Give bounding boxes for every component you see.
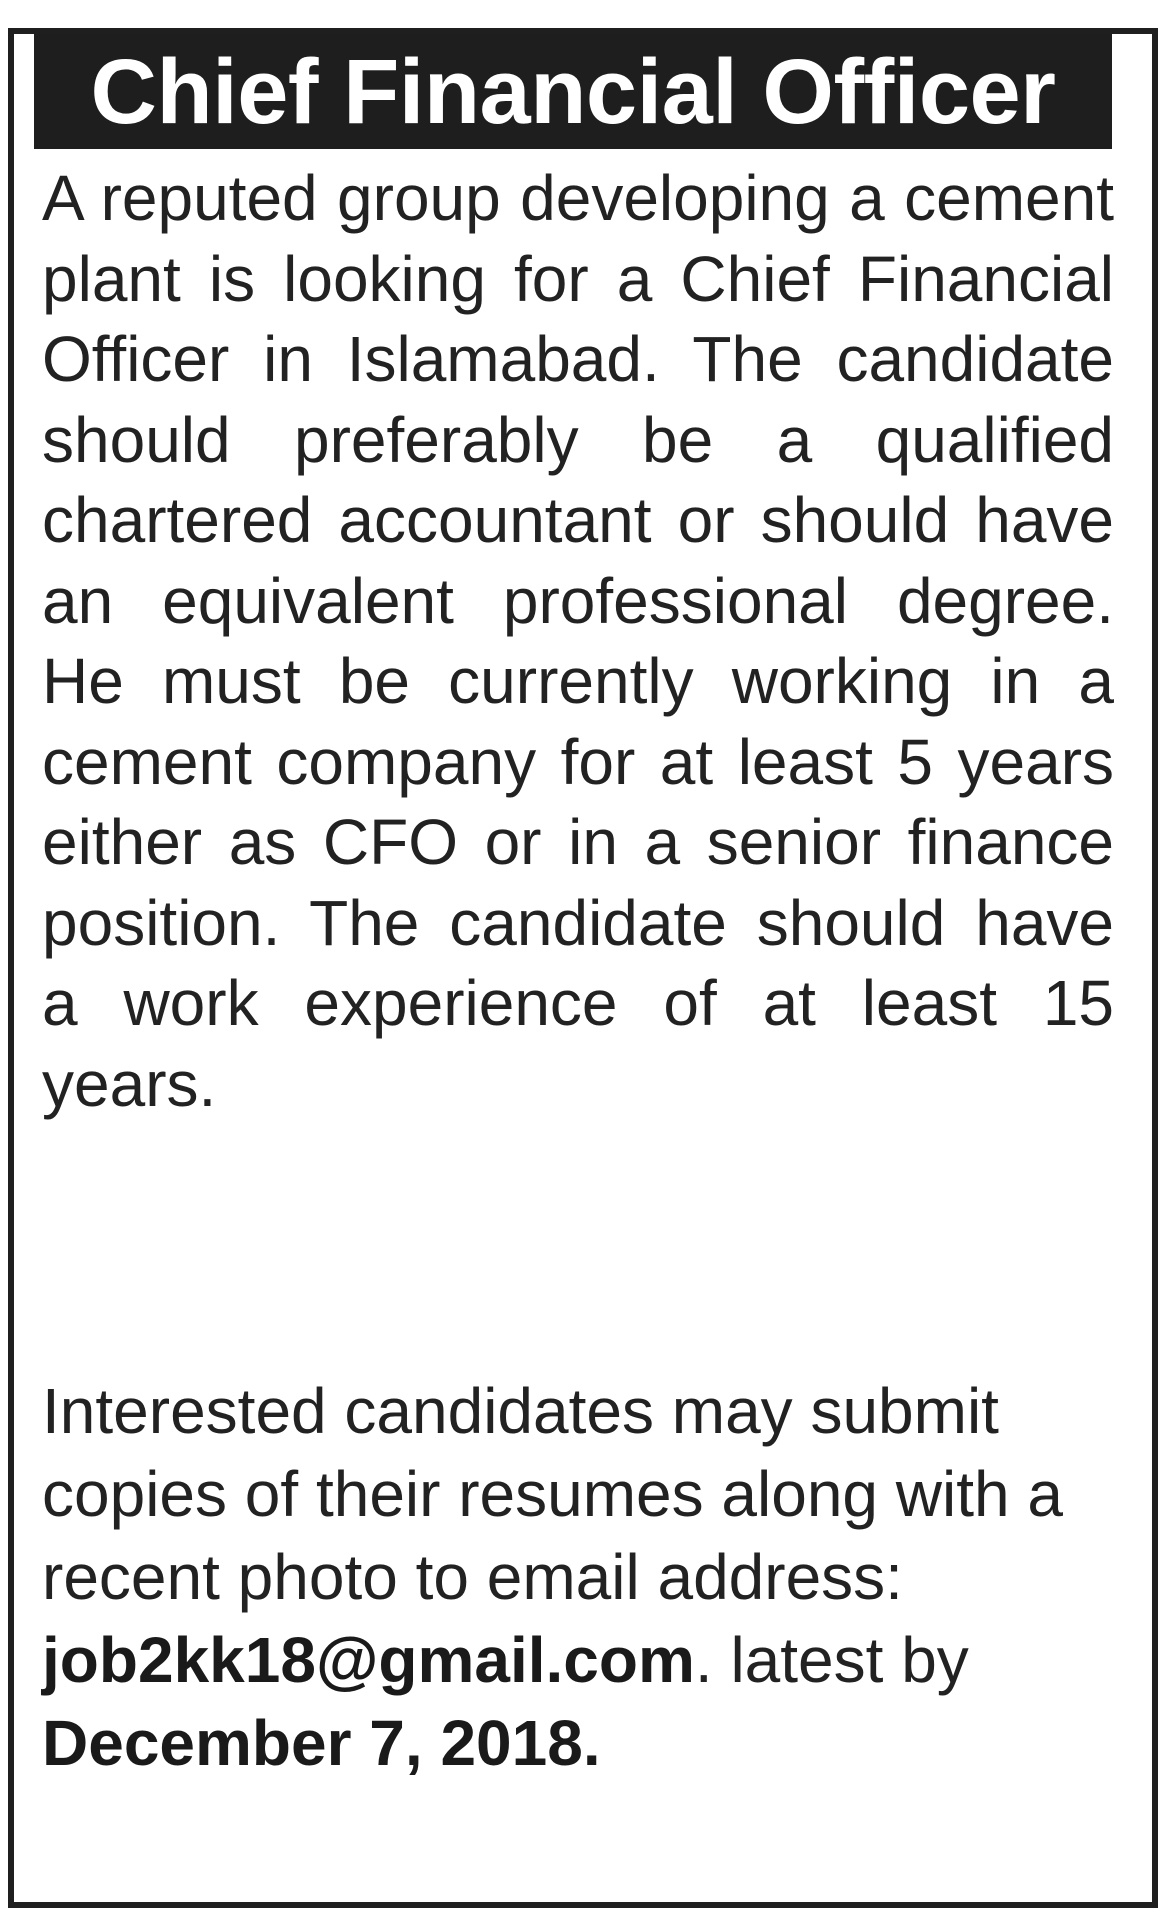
ad-title: Chief Financial Officer <box>90 40 1056 143</box>
ad-description: A reputed group developing a cement plant is looking for a Chief Financial Officer in Islamabad. The candidate should preferably be a qualified chartered accountant or should have an equivalent professional degree. He must be currently working in a cement company for at least 5 years either as CFO or in a senior finance position. The candidate should have a work experience of at least 15 years. <box>42 162 1114 1120</box>
title-banner <box>34 34 1112 149</box>
contact-after-email: . latest by <box>694 1624 969 1696</box>
application-deadline: December 7, 2018. <box>42 1707 601 1779</box>
contact-email: job2kk18@gmail.com <box>42 1624 695 1696</box>
contact-paragraph <box>42 1370 1132 1785</box>
contact-intro: Interested candidates may submit copies of their resumes along with a recent photo to email address: <box>42 1375 1063 1613</box>
